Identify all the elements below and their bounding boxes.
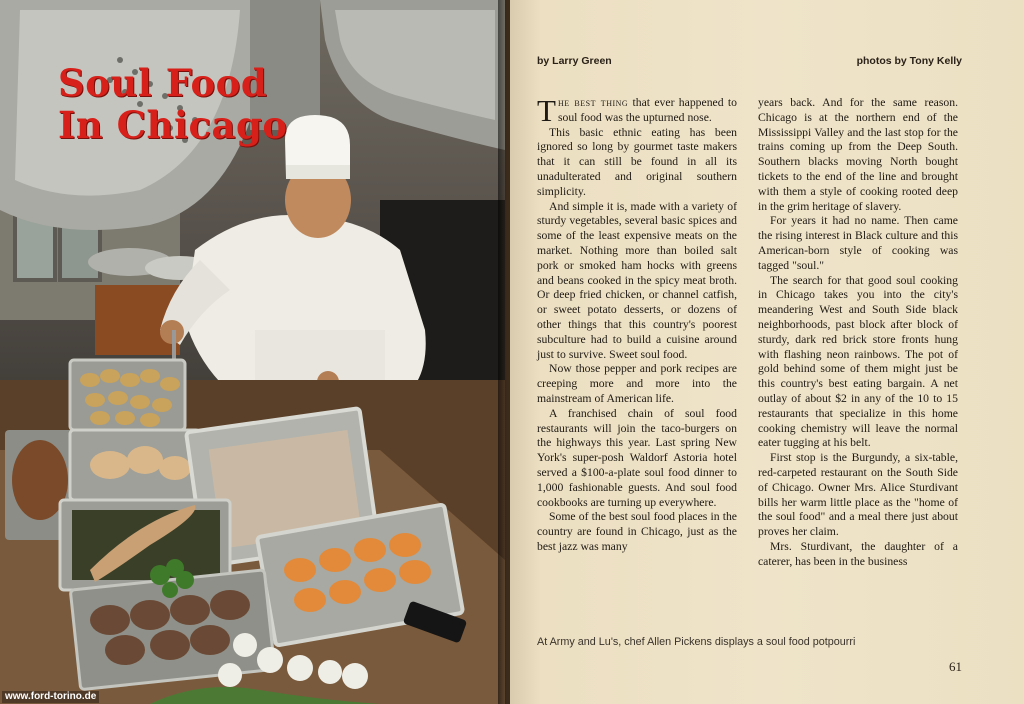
paragraph: A franchised chain of soul food restaurants will join the taco-burgers on the highways this year. Last spring New York's super-posh Waldorf Astoria hotel served a $100-a-plate soul food dinner to 1,000 fashionable guests. And soul food cookbooks are turning up everywhere. bbox=[537, 406, 737, 509]
column-1 bbox=[537, 93, 738, 555]
headline-line-2: In Chicago bbox=[58, 103, 288, 147]
paragraph: For years it had no name. Then came the rising interest in Black culture and this American-born style of cooking was tagged "soul." bbox=[758, 214, 958, 272]
byline-photos: photos by Tony Kelly bbox=[856, 55, 962, 67]
drop-cap: T bbox=[537, 93, 556, 128]
paragraph-continuation: years back. And for the same reason. Chicago is at the northern end of the Mississippi Valley and the last stop for the trains coming up from the Deep South. Southern blacks moving North bought tickets to the end of the line and brought with them a style of cooking rooted deep in the grim heritage of slavery. bbox=[758, 96, 958, 213]
paragraph: This basic ethnic eating has been ignored so long by gourmet taste makers that it can still be found in all its unadulterated and original southern simplicity. bbox=[537, 125, 737, 198]
column-2 bbox=[758, 96, 958, 570]
paragraph: The search for that good soul cooking in Chicago takes you into the city's meandering West and South Side black neighborhoods, past block after block of sturdy, dark red brick store fronts hung with flashing neon rainbows. The pot of gold behind some of them might just be this country's best eating bargain. A net outlay of about $2 in any of the 10 to 15 restaurants that specialize in this home cooking chemistry will leave the normal eater tugging at his belt. bbox=[758, 273, 958, 450]
site-watermark: www.ford-torino.de bbox=[2, 691, 99, 703]
lead-text: that ever happened to soul food was the upturned nose. bbox=[557, 96, 738, 124]
article-page bbox=[510, 0, 1024, 704]
byline-author: by Larry Green bbox=[537, 55, 612, 67]
lead-paragraph bbox=[537, 93, 738, 128]
headline-line-1: Soul Food bbox=[58, 61, 268, 105]
paragraph: Mrs. Sturdivant, the daughter of a caterer, has been in the business bbox=[758, 539, 958, 568]
paragraph: Now those pepper and pork recipes are creeping more and more into the mainstream of American life. bbox=[537, 362, 737, 405]
page-number: 61 bbox=[949, 659, 962, 674]
photo-caption: At Army and Lu's, chef Allen Pickens displays a soul food potpourri bbox=[537, 636, 856, 648]
photo-page bbox=[0, 0, 505, 704]
paragraph: Some of the best soul food places in the country are found in Chicago, just as the best jazz was many bbox=[537, 510, 737, 553]
paragraph: And simple it is, made with a variety of sturdy vegetables, several basic spices and some of the least expensive meats on the market. Nothing more than boiled salt pork or smoked ham hocks with greens and beans cooked in the spicy meat broth. Or deep fried chicken, or channel catfish, or sweet potato desserts, or dozens of other things that this country's poorest subculture had to build a cuisine around just to survive. Sweet soul food. bbox=[537, 199, 737, 361]
lead-smallcaps: he best thing bbox=[557, 96, 629, 109]
article-headline bbox=[58, 62, 288, 146]
paragraph: First stop is the Burgundy, a six-table, red-carpeted restaurant on the South Side of Chicago. Owner Mrs. Alice Sturdivant bills her warm little place as the "home of the soul food" and a meal there just about proves her claim. bbox=[758, 451, 958, 539]
